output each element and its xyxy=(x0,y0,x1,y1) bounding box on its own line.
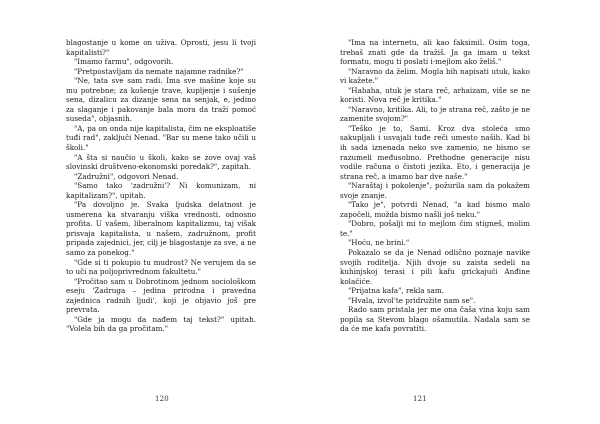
paragraph: "Hvala, izvol'te pridružite nam se". xyxy=(348,295,476,305)
paragraph: "Teško je to, Sami. Kroz dva stoleća smo sakupljali i usvajali tuđe reči umesto naših. Kad bi ih sada iznenada neko sve zamenio, ne bismo se razumeli međusobno. Prethodne generacije nisu vodile računa o čistoti jezika. Eto, i generacija je strana reč, a imamo bar dve naše." xyxy=(340,123,530,181)
right-page xyxy=(300,0,600,424)
paragraph: "Pretpostavljam da nemate najamne radnike?" xyxy=(74,66,244,76)
right-page-text xyxy=(340,38,530,334)
paragraph: "A šta si naučio u školi, kako se zove ovaj vaš slovinski društveno-ekonomski poredak?", zapitah. xyxy=(66,152,256,172)
paragraph: "Imamo farmu", odgovorih. xyxy=(74,57,174,67)
paragraph: "Naravno da želim. Mogla bih napisati utuk, kako vi kažete." xyxy=(340,66,530,86)
paragraph: "Gde ja mogu da nađem taj tekst?" upitah. "Volela bih da ga pročitam." xyxy=(66,314,256,334)
paragraph: blagostanje u kome on uživa. Oprosti, jesu li tvoji kapitalisti?" xyxy=(66,38,256,57)
paragraph: "Hoću, ne brini." xyxy=(348,238,410,248)
paragraph: "Gde si ti pokupio tu mudrost? Ne verujem da se to uči na poljoprivrednom fakultetu." xyxy=(66,257,256,277)
paragraph: Pokazalo se da je Nenad odlično poznaje navike svojih roditelja. Njih dvoje su zaista sedeli na kuhinjskoj terasi i pili kafu grickajući Anđine kolačiće. xyxy=(340,248,530,286)
paragraph: "Ima na internetu, ali kao faksimil. Osim toga, trebaš znati gde da tražiš. Ja ga imam u tekst formatu, mogu ti poslati i-mejlom ako želiš." xyxy=(340,38,530,67)
paragraph: "Hahaha, utuk je stara reč, arhaizam, više se ne koristi. Nova reč je kritika." xyxy=(340,85,530,105)
paragraph: "Pročitao sam u Dobrotinom jednom sociološkom eseju 'Zadruga – jedina prirodna i pravedna zajednica radnih ljudi', koji je objavio još pre prevrata. xyxy=(66,276,256,315)
paragraph: "A, pa on onda nije kapitalista, čim ne eksploatiše tuđi rad", zaključi Nenad. "Bar su mene tako učili u školi." xyxy=(66,123,256,153)
paragraph: "Samo tako 'zadružni'? Ni komunizam, ni kapitalizam?", upitah. xyxy=(66,181,256,200)
page-number: 120 xyxy=(155,395,169,403)
page-number: 121 xyxy=(413,395,427,403)
paragraph: "Naraštaj i pokolenje", požurila sam da pokažem svoje znanje. xyxy=(340,181,530,200)
paragraph: "Naravno, kritika. Ali, to je strana reč, zašto je ne zamenite svojom?" xyxy=(340,104,530,124)
paragraph: "Pa dovoljno je. Svaka ljudska delatnost je usmerena ka stvaranju viška vrednosti, odnosno profita. U vašem, liberalnom kapitalizmu, taj višak prisvaja kapitalista, u našem, zadružnom, profit pripada zajednici, jer, cilj je blagostanje za sve, a ne samo za ponekog." xyxy=(66,200,256,258)
left-page-text xyxy=(66,38,256,334)
paragraph: Rado sam pristala jer me ona čaša vina koju sam popila sa Stevom blago ošamutila. Nadala sam se da će me kafa povratiti. xyxy=(340,305,530,334)
paragraph: "Ne, tata sve sam radi. Ima sve mašine koje su mu potrebne; za košenje trave, kupljenje i sušenje sena, dizalicu za dizanje sena na senjak, e, jedino za slaganje i pakovanje bala mora da traži pomoć suseda", objasnih. xyxy=(66,76,256,124)
paragraph: "Dobro, pošalji mi to mejlom čim stigneš, molim te." xyxy=(340,219,530,238)
paragraph: "Zadružni", odgovori Nenad. xyxy=(74,171,179,181)
paragraph: "Tako je", potvrdi Nenad, "a kad bismo malo započeli, možda bismo našli još neku." xyxy=(340,200,530,219)
paragraph: "Prijatna kafa", rekla sam. xyxy=(348,286,444,296)
